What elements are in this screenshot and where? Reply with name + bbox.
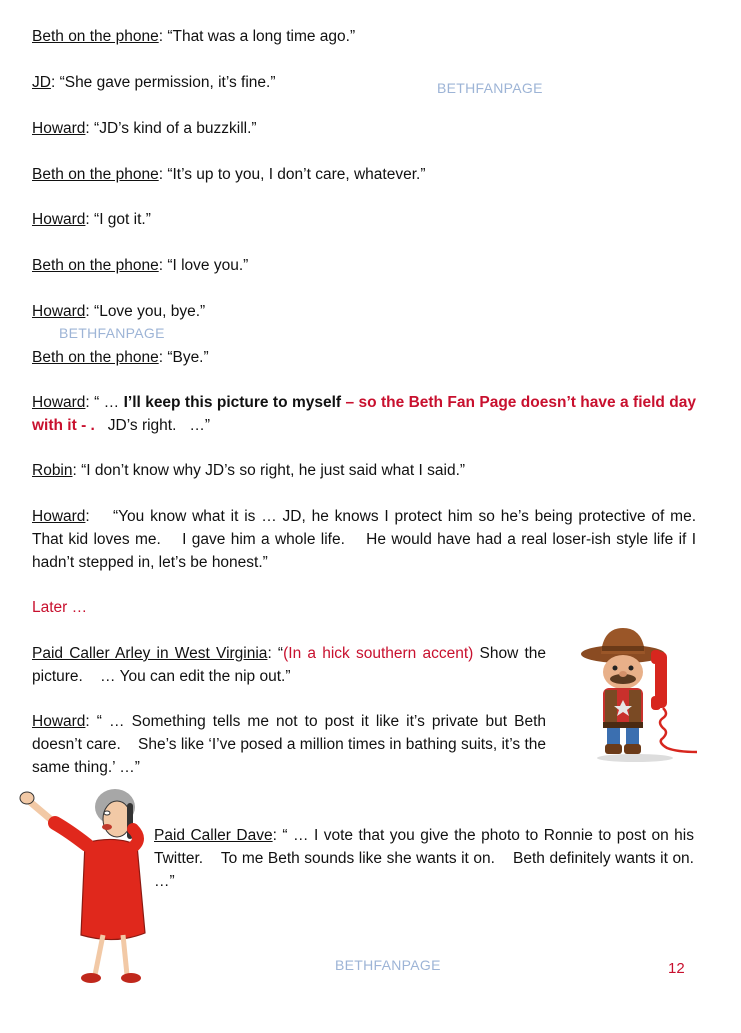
speaker-name: Howard (32, 211, 86, 228)
watermark: BETHFANPAGE (59, 325, 165, 341)
dialogue-paragraph (154, 824, 712, 893)
dialogue-text: JD’s right. …” (94, 417, 210, 434)
dialogue-text: Show the picture. … You can edit the nip out.” (32, 645, 551, 685)
dialogue-text: : “ … I vote that you give the photo to Ronnie to post on his Twitter. To me Beth sounds like she wants it on. Beth definitely wants it on. …” (154, 827, 712, 890)
dialogue-text: : “That was a long time ago.” (158, 28, 356, 45)
speaker-name: Robin (32, 462, 73, 479)
dialogue-line (32, 71, 276, 94)
dialogue-text: : “I don’t know why JD’s so right, he just said what I said.” (72, 462, 466, 479)
dialogue-text: : “I love you.” (158, 257, 249, 274)
dialogue-text: : “ … (85, 394, 124, 411)
section-label: Later … (32, 599, 88, 616)
dialogue-text: : “You know what it is … JD, he knows I protect him so he’s being protective of me. That kid loves me. I gave him a whole life. He would have had a real loser-ish style life if I hadn’t stepped in, let’s be honest.” (32, 508, 714, 571)
speaker-name: Paid Caller Arley in West Virginia (32, 645, 268, 662)
dialogue-text: : “JD’s kind of a buzzkill.” (85, 120, 257, 137)
dialogue-text: : “I got it.” (85, 211, 151, 228)
speaker-name: Howard (32, 303, 86, 320)
dialogue-text: : “Bye.” (158, 349, 209, 366)
cowboy-phone-image (575, 622, 705, 762)
speaker-name: Howard (32, 120, 86, 137)
dialogue-text: : “Love you, bye.” (85, 303, 206, 320)
speaker-name: Beth on the phone (32, 257, 159, 274)
red-bold-text: – so the Beth Fan Page doesn’t have a field day with it - . (32, 394, 697, 434)
stage-direction: (In a hick southern accent) (283, 645, 474, 662)
dialogue-paragraph (32, 710, 551, 779)
watermark: BETHFANPAGE (437, 80, 543, 96)
dialogue-line (32, 117, 257, 140)
bold-text: I’ll keep this picture to myself (123, 394, 342, 411)
dialogue-paragraph (32, 642, 551, 688)
speaker-name: Beth on the phone (32, 166, 159, 183)
dialogue-text: : “It’s up to you, I don’t care, whatever.” (158, 166, 426, 183)
speaker-name: JD (32, 74, 51, 91)
page-number: 12 (668, 960, 685, 977)
dialogue-line (32, 25, 355, 48)
dialogue-line (32, 300, 205, 323)
dialogue-paragraph (32, 505, 714, 574)
speaker-name: Beth on the phone (32, 28, 159, 45)
watermark: BETHFANPAGE (335, 957, 441, 973)
dialogue-text: : “ … Something tells me not to post it like it’s private but Beth doesn’t care. She’s like ‘I’ve posed a million times in bathing suits, it’s the same thing.’ …” (32, 713, 551, 776)
dialogue-line (32, 254, 248, 277)
speaker-name: Howard (32, 713, 86, 730)
speaker-name: Paid Caller Dave (154, 827, 273, 844)
dialogue-text: : “ (267, 645, 284, 662)
dialogue-text: : “She gave permission, it’s fine.” (50, 74, 276, 91)
dialogue-line (32, 208, 151, 231)
dialogue-paragraph (32, 391, 696, 437)
woman-phone-image (15, 783, 150, 988)
dialogue-line (32, 459, 465, 482)
speaker-name: Howard (32, 508, 86, 525)
speaker-name: Howard (32, 394, 86, 411)
speaker-name: Beth on the phone (32, 349, 159, 366)
dialogue-line (32, 346, 209, 369)
dialogue-line (32, 163, 426, 186)
